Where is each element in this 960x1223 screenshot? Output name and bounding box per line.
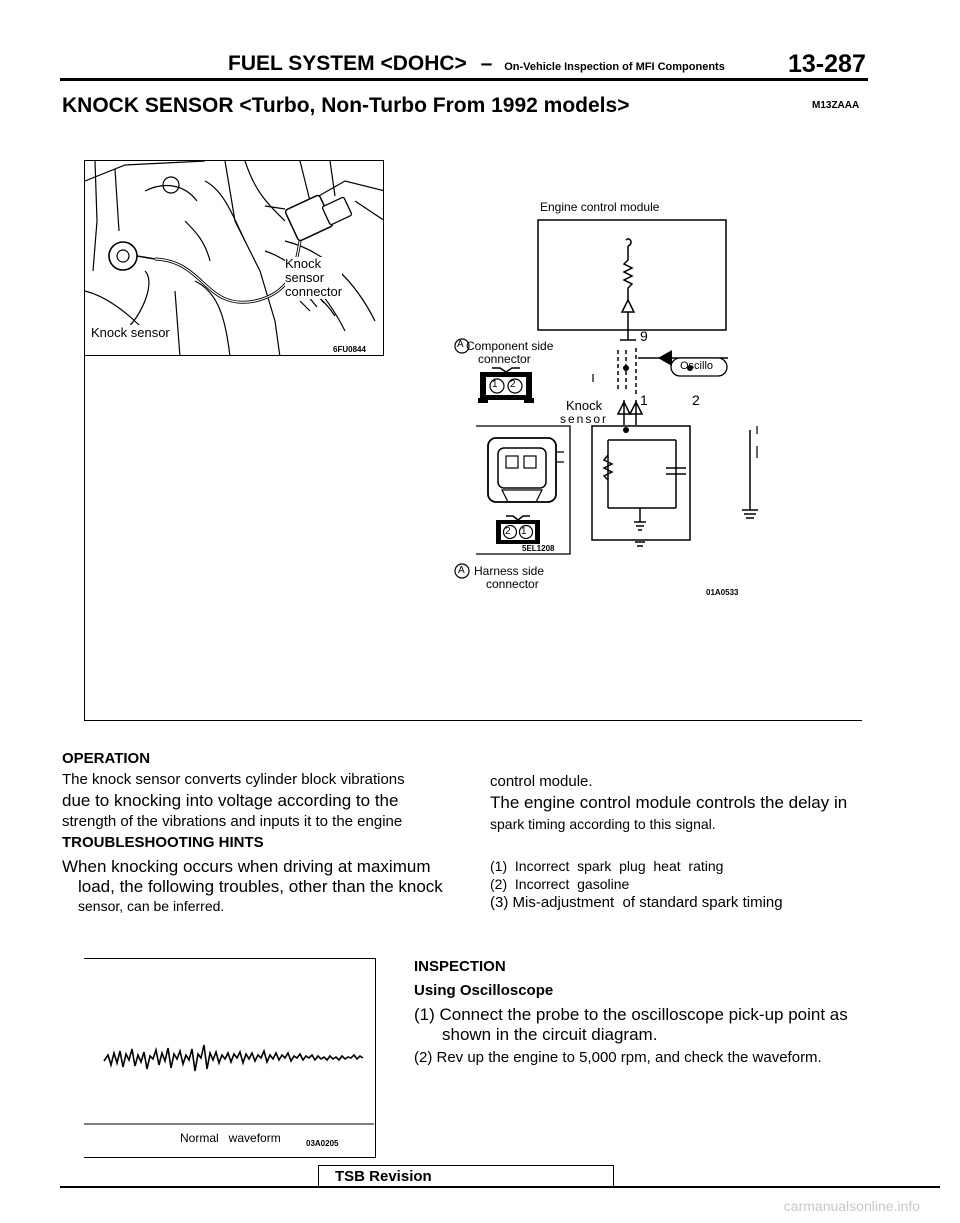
hint-item-3: (3) Mis-adjustment of standard spark timing xyxy=(490,894,783,911)
hint-item-2: (2) Incorrect gasoline xyxy=(490,876,630,892)
tsb-revision-label: TSB Revision xyxy=(335,1168,432,1185)
operation-right-2: The engine control module controls the delay in xyxy=(490,793,848,812)
operation-right-1: control module. xyxy=(490,773,593,790)
label-line-connector: connector xyxy=(285,284,343,299)
label-line-sensor: sensor xyxy=(285,270,325,285)
pin-2-label: 2 xyxy=(692,392,700,408)
photo-figure-code: 6FU0844 xyxy=(333,345,366,354)
sensor-label: sensor xyxy=(560,412,609,426)
component-side-label xyxy=(466,340,553,366)
knock-label: Knock xyxy=(566,398,603,413)
hint-item-1: (1) Incorrect spark plug heat rating xyxy=(490,858,724,874)
pin-1-label: 1 xyxy=(640,392,648,408)
circuit-figure-code: 01A0533 xyxy=(706,588,739,597)
connector-pin-b2: 1 xyxy=(521,526,527,537)
section-title: KNOCK SENSOR <Turbo, Non-Turbo From 1992 models> xyxy=(62,94,630,117)
knock-sensor-photo xyxy=(84,160,384,356)
harness-side-line2: connector xyxy=(486,577,539,591)
connector-pin-a2: 2 xyxy=(510,379,516,390)
harness-side-line1: Harness side xyxy=(474,564,545,578)
connector-figure-code: 5EL1208 xyxy=(522,544,555,553)
inspection-subheading: Using Oscilloscope xyxy=(414,982,554,999)
component-side-connector-icon xyxy=(478,368,534,403)
troubleshooting-heading: TROUBLESHOOTING HINTS xyxy=(62,834,264,851)
ecm-label: Engine control module xyxy=(540,200,660,214)
component-side-line1: Component side xyxy=(466,339,554,353)
figure-bottom-border xyxy=(84,720,862,721)
inspection-step-1-cont: shown in the circuit diagram. xyxy=(442,1025,658,1044)
header-title xyxy=(228,52,725,76)
ecm-box xyxy=(538,220,726,330)
troubleshooting-left-2: load, the following troubles, other than the knock xyxy=(78,877,443,896)
pin-9-label: 9 xyxy=(640,328,648,344)
label-knock-sensor: Knock sensor xyxy=(91,325,170,340)
tsb-revision-box xyxy=(318,1165,614,1187)
circle-a-top: A xyxy=(457,339,464,350)
bottom-rule xyxy=(60,1186,940,1188)
circuit-diagram xyxy=(440,190,800,610)
troubleshooting-left-3: sensor, can be inferred. xyxy=(78,898,225,914)
connector-pin-a1: 1 xyxy=(492,379,498,390)
waveform-figure xyxy=(84,958,376,1158)
normal-waveform-trace xyxy=(84,959,374,1129)
watermark: carmanualsonline.info xyxy=(783,1198,920,1214)
label-line-knock: Knock xyxy=(285,256,322,271)
connector-pin-b1: 2 xyxy=(505,526,511,537)
troubleshooting-left-1: When knocking occurs when driving at maximum xyxy=(62,857,431,876)
waveform-figure-code: 03A0205 xyxy=(306,1139,339,1148)
inspection-step-2: (2) Rev up the engine to 5,000 rpm, and check the waveform. xyxy=(414,1049,822,1066)
operation-left-1: The knock sensor converts cylinder block vibrations xyxy=(62,771,405,788)
figure-left-border xyxy=(84,355,85,720)
page-number: 13-287 xyxy=(788,50,866,78)
operation-right-3: spark timing according to this signal. xyxy=(490,816,716,832)
header-rule xyxy=(60,78,868,81)
operation-left-2: due to knocking into voltage according to the xyxy=(62,791,399,810)
harness-side-label xyxy=(474,565,544,591)
section-code: M13ZAAA xyxy=(812,100,860,111)
operation-heading: OPERATION xyxy=(62,750,151,767)
circle-a-bottom: A xyxy=(458,565,465,576)
oscillo-label: Oscillo xyxy=(680,360,714,372)
waveform-caption: Normal waveform xyxy=(180,1131,281,1145)
probe-arrow xyxy=(658,350,672,366)
operation-left-3: strength of the vibrations and inputs it to the engine xyxy=(62,813,403,830)
header-main-title: FUEL SYSTEM <DOHC> xyxy=(228,52,467,75)
label-knock-sensor-connector xyxy=(285,257,342,299)
header-dash: – xyxy=(480,52,493,75)
header-subtitle: On-Vehicle Inspection of MFI Components xyxy=(504,61,725,73)
inspection-heading: INSPECTION xyxy=(414,958,506,975)
component-side-line2: connector xyxy=(478,352,531,366)
inspection-step-1: (1) Connect the probe to the oscilloscope pick-up point as xyxy=(414,1005,848,1024)
